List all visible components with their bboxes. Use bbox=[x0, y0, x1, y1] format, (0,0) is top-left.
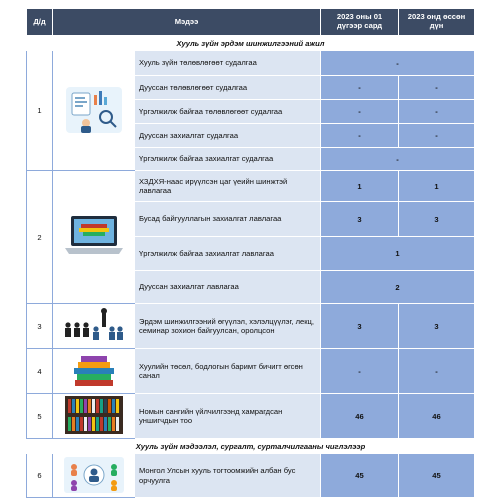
table-row bbox=[27, 171, 475, 202]
table-row bbox=[27, 51, 475, 76]
merged-value: - bbox=[321, 148, 475, 171]
row-label: Дууссан захиалгат судалгаа bbox=[135, 124, 321, 148]
row-label: Үргэлжилж байгаа захиалгат лавлагаа bbox=[135, 237, 321, 271]
section-row bbox=[27, 439, 475, 454]
row-label: Бусад байгууллагын захиалгат лавлагаа bbox=[135, 202, 321, 237]
header-number: Д/д bbox=[27, 9, 53, 36]
table-row bbox=[27, 394, 475, 439]
row-label: Дууссан төлөвлөгөөт судалгаа bbox=[135, 76, 321, 100]
training-people-icon bbox=[53, 454, 135, 498]
cumulative-value: 3 bbox=[399, 202, 475, 237]
month-value: 1 bbox=[321, 171, 399, 202]
row-label: Үргэлжилж байгаа захиалгат судалгаа bbox=[135, 148, 321, 171]
month-value: 46 bbox=[321, 394, 399, 439]
row-label: Номын сангийн үйлчилгээнд хамрагдсан уншигчдын тоо bbox=[135, 394, 321, 439]
month-value: 45 bbox=[321, 454, 399, 498]
month-value: 3 bbox=[321, 202, 399, 237]
row-label: Хуулийн төсөл, бодлогын баримт бичигт өгсөн санал bbox=[135, 349, 321, 394]
table-row bbox=[27, 349, 475, 394]
cumulative-value: 45 bbox=[399, 454, 475, 498]
seminar-audience-icon bbox=[53, 304, 135, 349]
cumulative-value: - bbox=[399, 76, 475, 100]
cumulative-value: - bbox=[399, 100, 475, 124]
header-name: Мэдээ bbox=[53, 9, 321, 36]
section-title: Хууль зүйн мэдээлэл, сургалт, сурталчилгааны чиглэлээр bbox=[27, 439, 475, 454]
month-value: 3 bbox=[321, 304, 399, 349]
month-value: - bbox=[321, 100, 399, 124]
header-month: 2023 оны 01 дүгээр сард bbox=[321, 9, 399, 36]
row-number: 6 bbox=[27, 454, 53, 498]
cumulative-value: - bbox=[399, 349, 475, 394]
cumulative-value: - bbox=[399, 124, 475, 148]
row-number: 5 bbox=[27, 394, 53, 439]
research-document-icon bbox=[53, 51, 135, 171]
row-label: Үргэлжилж байгаа төлөвлөгөөт судалгаа bbox=[135, 100, 321, 124]
row-label: Хууль зүйн төлөвлөгөөт судалгаа bbox=[135, 51, 321, 76]
header-cumulative: 2023 онд өссөн дүн bbox=[399, 9, 475, 36]
month-value: - bbox=[321, 349, 399, 394]
row-label: Монгол Улсын хууль тогтоомжийн албан бус орчуулга bbox=[135, 454, 321, 498]
table-row bbox=[27, 304, 475, 349]
statistics-table bbox=[26, 8, 475, 498]
cumulative-value: 46 bbox=[399, 394, 475, 439]
section-title: Хууль зүйн эрдэм шинжилгээний ажил bbox=[27, 36, 475, 51]
month-value: - bbox=[321, 76, 399, 100]
cumulative-value: 3 bbox=[399, 304, 475, 349]
merged-value: 1 bbox=[321, 237, 475, 271]
row-number: 4 bbox=[27, 349, 53, 394]
library-shelves-icon bbox=[53, 394, 135, 439]
table-header-row bbox=[27, 9, 475, 36]
row-label: Эрдэм шинжилгээний өгүүлэл, хэлэлцүүлэг, лекц, семинар зохион байгуулсан, оролцсон bbox=[135, 304, 321, 349]
table-row bbox=[27, 454, 475, 498]
cumulative-value: 1 bbox=[399, 171, 475, 202]
merged-value: 2 bbox=[321, 271, 475, 304]
row-number: 3 bbox=[27, 304, 53, 349]
laptop-books-icon bbox=[53, 171, 135, 304]
book-stack-icon bbox=[53, 349, 135, 394]
month-value: - bbox=[321, 124, 399, 148]
row-label: Дууссан захиалгат лавлагаа bbox=[135, 271, 321, 304]
row-number: 1 bbox=[27, 51, 53, 171]
section-row bbox=[27, 36, 475, 51]
row-number: 2 bbox=[27, 171, 53, 304]
row-label: ХЗДХЯ-наас ирүүлсэн цаг үеийн шинжтэй лавлагаа bbox=[135, 171, 321, 202]
merged-value: - bbox=[321, 51, 475, 76]
